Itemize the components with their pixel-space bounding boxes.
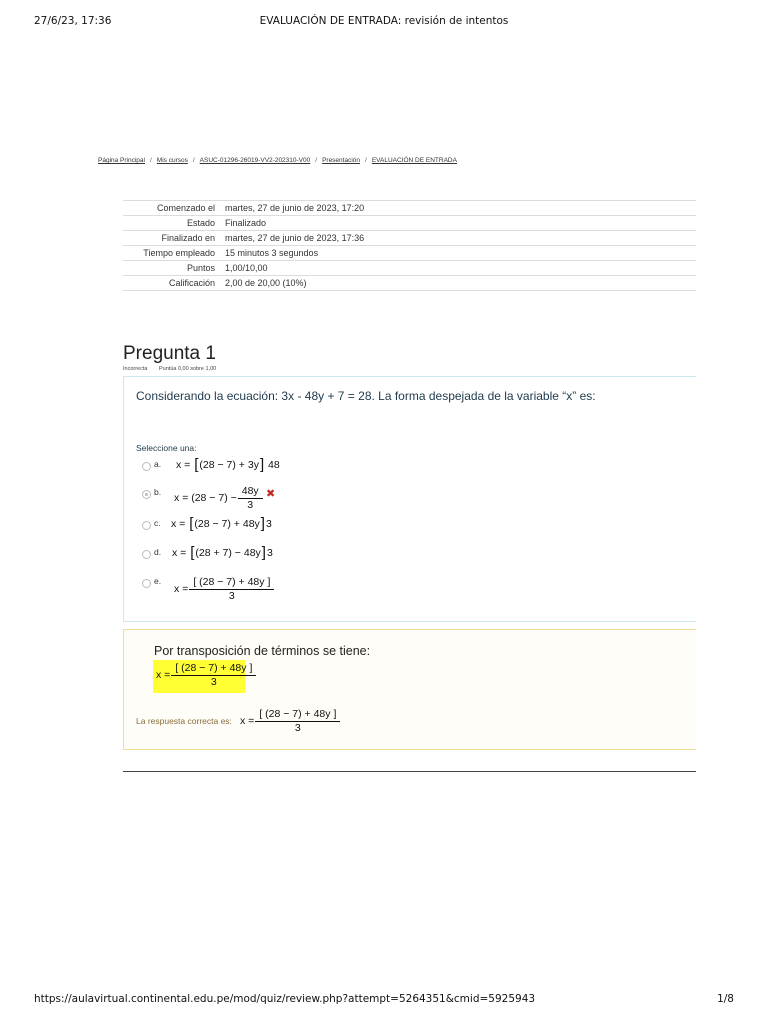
answer-option-c[interactable]: [142, 515, 342, 544]
summary-value: Finalizado: [220, 216, 696, 231]
radio-button[interactable]: [142, 550, 151, 559]
summary-row: [123, 261, 696, 276]
question-text: Considerando la ecuación: 3x - 48y + 7 = 28. La forma despejada de la variable “x” es:: [136, 389, 596, 403]
option-formula: x = [ (28 − 7) + 3y ] 48: [176, 456, 280, 473]
answer-option-b[interactable]: [142, 487, 342, 513]
summary-key: Puntos: [123, 261, 220, 276]
select-one-label: Seleccione una:: [136, 443, 197, 453]
radio-button-selected[interactable]: [142, 490, 151, 499]
incorrect-icon: ✖: [266, 487, 276, 500]
summary-row: [123, 216, 696, 231]
answer-option-d[interactable]: [142, 544, 342, 573]
summary-key: Finalizado en: [123, 231, 220, 246]
option-letter: d.: [154, 547, 162, 557]
option-letter: c.: [154, 518, 161, 528]
option-letter: b.: [154, 487, 162, 497]
summary-value: martes, 27 de junio de 2023, 17:36: [220, 231, 696, 246]
summary-key: Estado: [123, 216, 220, 231]
summary-row: [123, 246, 696, 261]
breadcrumb-my-courses[interactable]: Mis cursos: [156, 157, 188, 164]
feedback-text: Por transposición de términos se tiene:: [154, 644, 371, 658]
print-timestamp: 27/6/23, 17:36: [34, 15, 112, 27]
option-formula: x = (28 − 7) − $\frac{48y}{3}$: [174, 485, 261, 511]
summary-row: [123, 231, 696, 246]
attempt-summary-table: [123, 200, 696, 291]
option-letter: e.: [154, 576, 162, 586]
summary-row: [123, 276, 696, 291]
correct-answer-formula: x = $\frac{[ (28 - 7) + 48y ]}{3}$: [240, 708, 338, 734]
summary-value: 15 minutos 3 segundos: [220, 246, 696, 261]
option-formula: x = [ (28 + 7) − 48y ] 3: [172, 544, 273, 561]
option-formula: x = $\frac{[ (28 - 7) + 48y ]}{3}$: [174, 576, 272, 602]
radio-button[interactable]: [142, 462, 151, 471]
question-box: [123, 376, 696, 622]
question-status: Incorrecta: [123, 366, 148, 372]
feedback-formula: x = $\frac{[ (28 - 7) + 48y ]}{3}$: [156, 662, 254, 688]
question-info: [123, 366, 216, 372]
highlighted-formula: [153, 660, 253, 693]
breadcrumb-section[interactable]: Presentación: [322, 157, 361, 164]
summary-value: 2,00 de 20,00 (10%): [220, 276, 696, 291]
option-formula: x = [ (28 − 7) + 48y ] 3: [171, 515, 272, 532]
print-page-number: 1/8: [717, 993, 734, 1005]
option-letter: a.: [154, 459, 162, 469]
radio-button[interactable]: [142, 521, 151, 530]
summary-value: martes, 27 de junio de 2023, 17:20: [220, 201, 696, 216]
summary-row: [123, 201, 696, 216]
print-footer: [0, 993, 768, 1009]
summary-key: Calificación: [123, 276, 220, 291]
answer-option-a[interactable]: [142, 456, 342, 485]
breadcrumb-course[interactable]: ASUC-01296-26019-VV2-202310-V00: [199, 157, 311, 164]
correct-answer-label: La respuesta correcta es:: [136, 716, 232, 726]
section-divider: [123, 771, 696, 772]
print-header: [0, 15, 768, 31]
print-url: https://aulavirtual.continental.edu.pe/mod/quiz/review.php?attempt=5264351&cmid=5925943: [34, 993, 536, 1005]
summary-key: Comenzado el: [123, 201, 220, 216]
summary-key: Tiempo empleado: [123, 246, 220, 261]
feedback-box: [123, 629, 696, 750]
summary-value: 1,00/10,00: [220, 261, 696, 276]
breadcrumb: Página Principal / Mis cursos / ASUC-01296-26019-VV2-202310-V00 / Presentación / EVALUACIÓN DE ENTRADA: [98, 157, 457, 164]
question-title: Pregunta 1: [123, 343, 216, 364]
answer-option-e[interactable]: [142, 576, 342, 608]
radio-button[interactable]: [142, 579, 151, 588]
breadcrumb-quiz[interactable]: EVALUACIÓN DE ENTRADA: [371, 157, 457, 164]
question-score: Puntúa 0,00 sobre 1,00: [159, 366, 217, 372]
breadcrumb-home[interactable]: Página Principal: [98, 157, 145, 164]
print-title: EVALUACIÓN DE ENTRADA: revisión de intentos: [259, 15, 509, 27]
